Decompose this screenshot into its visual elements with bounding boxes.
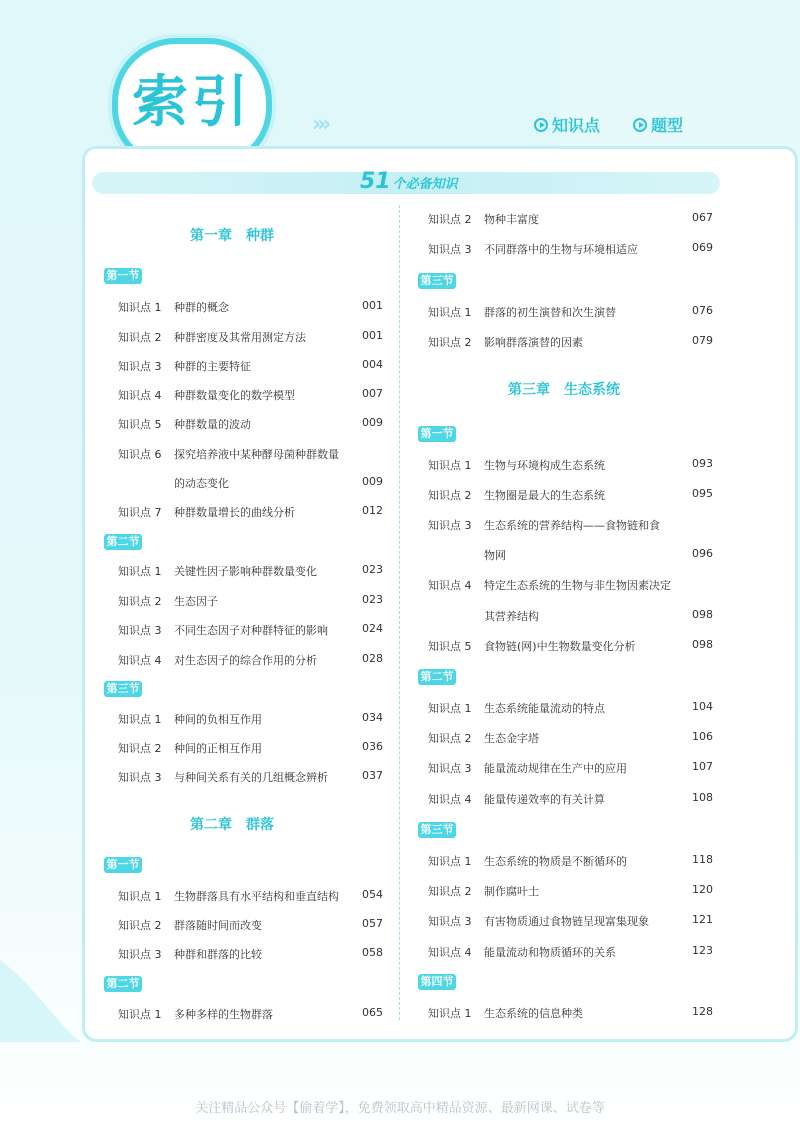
- page-number: 123: [692, 944, 713, 957]
- kp-title: 种群的主要特征: [174, 360, 251, 373]
- page-number: 107: [692, 760, 713, 773]
- kp-title: 种群和群落的比较: [174, 948, 262, 961]
- kp-title: 食物链(网)中生物数量变化分析: [484, 640, 636, 653]
- kp-title: 不同生态因子对种群特征的影响: [174, 624, 328, 637]
- kp-title: 特定生态系统的生物与非生物因素决定: [484, 579, 671, 592]
- kp-number: 知识点 1: [428, 855, 472, 868]
- kp-title: 种群的概念: [174, 301, 229, 314]
- page-number: 034: [362, 711, 383, 724]
- page-number: 120: [692, 883, 713, 896]
- kp-number: 知识点 4: [428, 793, 472, 806]
- page-number: 076: [692, 304, 713, 317]
- list-item[interactable]: [118, 446, 382, 466]
- page-number: 012: [362, 504, 383, 517]
- kp-title: 生物与环境构成生态系统: [484, 459, 605, 472]
- section-tag: 第一节: [104, 857, 142, 873]
- legend-knowledge-point: [534, 113, 600, 136]
- page-number: 004: [362, 358, 383, 371]
- kp-number: 知识点 1: [428, 459, 472, 472]
- list-item[interactable]: [428, 211, 714, 231]
- kp-number: 知识点 2: [118, 919, 162, 932]
- kp-number: 知识点 4: [118, 654, 162, 667]
- kp-number: 知识点 3: [428, 243, 472, 256]
- kp-title: 探究培养液中某种酵母菌种群数量: [174, 448, 339, 461]
- page-number: 001: [362, 299, 383, 312]
- list-item[interactable]: [118, 358, 382, 378]
- kp-title: 关键性因子影响种群数量变化: [174, 565, 317, 578]
- kp-number: 知识点 1: [118, 1008, 162, 1021]
- legend-label: 题型: [651, 116, 684, 135]
- list-item[interactable]: [118, 652, 382, 672]
- play-circle-icon: [633, 118, 647, 132]
- list-item[interactable]: [118, 1006, 382, 1026]
- kp-number: 知识点 2: [428, 732, 472, 745]
- kp-title: 不同群落中的生物与环境相适应: [484, 243, 638, 256]
- page-number: 106: [692, 730, 713, 743]
- list-item-continuation[interactable]: [118, 475, 382, 495]
- kp-title: 种群数量增长的曲线分析: [174, 506, 295, 519]
- page-number: 067: [692, 211, 713, 224]
- list-item[interactable]: [428, 1005, 714, 1025]
- page-number: 058: [362, 946, 383, 959]
- kp-title: 生态金字塔: [484, 732, 539, 745]
- kp-number: 知识点 1: [428, 1007, 472, 1020]
- kp-number: 知识点 2: [428, 336, 472, 349]
- list-item[interactable]: [118, 622, 382, 642]
- list-item[interactable]: [428, 913, 714, 933]
- list-item[interactable]: [428, 457, 714, 477]
- list-item[interactable]: [428, 241, 714, 261]
- kp-title: 种群数量的波动: [174, 418, 251, 431]
- section-tag: 第一节: [104, 268, 142, 284]
- page-number: 009: [362, 416, 383, 429]
- kp-number: 知识点 2: [428, 213, 472, 226]
- page-number: 121: [692, 913, 713, 926]
- kp-number: 知识点 3: [118, 948, 162, 961]
- kp-title: 与种间关系有关的几组概念辨析: [174, 771, 328, 784]
- play-circle-icon: [534, 118, 548, 132]
- kp-title: 能量传递效率的有关计算: [484, 793, 605, 806]
- kp-title: 种间的正相互作用: [174, 742, 262, 755]
- list-item[interactable]: [428, 577, 714, 597]
- chapter-title: 第一章 种群: [190, 228, 274, 244]
- kp-number: 知识点 4: [428, 579, 472, 592]
- kp-title: 影响群落演替的因素: [484, 336, 583, 349]
- kp-number: 知识点 1: [118, 890, 162, 903]
- kp-title: 种群数量变化的数学模型: [174, 389, 295, 402]
- page-number: 098: [692, 608, 713, 621]
- kp-title: 有害物质通过食物链呈现富集现象: [484, 915, 649, 928]
- page-number: 023: [362, 563, 383, 576]
- list-item[interactable]: [428, 883, 714, 903]
- section-tag: 第二节: [418, 669, 456, 685]
- list-item[interactable]: [118, 387, 382, 407]
- list-item[interactable]: [118, 740, 382, 760]
- kp-title: 生态因子: [174, 595, 218, 608]
- kp-title: 生态系统的营养结构——食物链和食: [484, 519, 660, 532]
- kp-title: 群落随时间而改变: [174, 919, 262, 932]
- kp-number: 知识点 5: [118, 418, 162, 431]
- list-item[interactable]: [428, 791, 714, 811]
- page-number: 057: [362, 917, 383, 930]
- chevron-right-icon: ›››: [312, 112, 328, 137]
- page-number: 065: [362, 1006, 383, 1019]
- kp-number: 知识点 3: [428, 519, 472, 532]
- page-number: 128: [692, 1005, 713, 1018]
- kp-title: 物网: [484, 549, 506, 562]
- kp-number: 知识点 6: [118, 448, 162, 461]
- list-item[interactable]: [118, 329, 382, 349]
- kp-title: 生物圈是最大的生态系统: [484, 489, 605, 502]
- banner-label: 个必备知识: [392, 177, 458, 192]
- list-item[interactable]: [428, 304, 714, 324]
- kp-title: 生态系统的信息种类: [484, 1007, 583, 1020]
- list-item[interactable]: [118, 299, 382, 319]
- page-number: 009: [362, 475, 383, 488]
- kp-number: 知识点 2: [118, 331, 162, 344]
- legend-label: 知识点: [552, 116, 601, 135]
- kp-title: 物种丰富度: [484, 213, 539, 226]
- page-number: 037: [362, 769, 383, 782]
- banner-number: 51: [360, 169, 391, 194]
- page-number: 024: [362, 622, 383, 635]
- kp-title: 种间的负相互作用: [174, 713, 262, 726]
- list-item[interactable]: [118, 416, 382, 436]
- chapter-title: 第三章 生态系统: [508, 382, 620, 398]
- list-item[interactable]: [428, 853, 714, 873]
- list-item[interactable]: [428, 760, 714, 780]
- kp-number: 知识点 1: [428, 702, 472, 715]
- list-item[interactable]: [428, 944, 714, 964]
- kp-number: 知识点 3: [428, 762, 472, 775]
- section-tag: 第四节: [418, 974, 456, 990]
- page-number: 118: [692, 853, 713, 866]
- kp-title: 的动态变化: [174, 477, 229, 490]
- kp-number: 知识点 3: [428, 915, 472, 928]
- page-number: 036: [362, 740, 383, 753]
- kp-title: 生态系统能量流动的特点: [484, 702, 605, 715]
- kp-number: 知识点 4: [118, 389, 162, 402]
- page-title: 索引: [132, 70, 252, 135]
- section-tag: 第三节: [418, 273, 456, 289]
- banner-text: [360, 169, 458, 194]
- kp-number: 知识点 7: [118, 506, 162, 519]
- page-number: 054: [362, 888, 383, 901]
- kp-title: 对生态因子的综合作用的分析: [174, 654, 317, 667]
- page-number: 093: [692, 457, 713, 470]
- page-number: 007: [362, 387, 383, 400]
- section-tag: 第一节: [418, 426, 456, 442]
- footer-watermark: 关注精品公众号【偷着学】，免费领取高中精品资源、最新网课、试卷等: [195, 1101, 605, 1116]
- list-item[interactable]: [118, 769, 382, 789]
- kp-title: 多种多样的生物群落: [174, 1008, 273, 1021]
- section-tag: 第二节: [104, 976, 142, 992]
- section-tag: 第二节: [104, 534, 142, 550]
- list-item[interactable]: [118, 917, 382, 937]
- list-item[interactable]: [118, 888, 382, 908]
- kp-number: 知识点 3: [118, 360, 162, 373]
- kp-number: 知识点 1: [428, 306, 472, 319]
- kp-title: 种群密度及其常用测定方法: [174, 331, 306, 344]
- kp-title: 能量流动规律在生产中的应用: [484, 762, 627, 775]
- kp-number: 知识点 1: [118, 713, 162, 726]
- list-item-continuation[interactable]: [428, 547, 714, 567]
- page-number: 023: [362, 593, 383, 606]
- list-item[interactable]: [428, 487, 714, 507]
- kp-title: 能量流动和物质循环的关系: [484, 946, 616, 959]
- list-item[interactable]: [428, 700, 714, 720]
- page-number: 108: [692, 791, 713, 804]
- kp-title: 生态系统的物质是不断循环的: [484, 855, 627, 868]
- kp-number: 知识点 4: [428, 946, 472, 959]
- kp-number: 知识点 1: [118, 301, 162, 314]
- kp-title: 其营养结构: [484, 610, 539, 623]
- page-number: 028: [362, 652, 383, 665]
- list-item[interactable]: [118, 946, 382, 966]
- kp-number: 知识点 5: [428, 640, 472, 653]
- list-item[interactable]: [428, 334, 714, 354]
- list-item[interactable]: [118, 711, 382, 731]
- chapter-title: 第二章 群落: [190, 817, 274, 833]
- page-number: 001: [362, 329, 383, 342]
- kp-number: 知识点 1: [118, 565, 162, 578]
- section-tag: 第三节: [104, 681, 142, 697]
- column-divider: [399, 205, 400, 1020]
- page-number: 095: [692, 487, 713, 500]
- kp-number: 知识点 2: [118, 595, 162, 608]
- list-item[interactable]: [428, 638, 714, 658]
- kp-title: 生物群落具有水平结构和垂直结构: [174, 890, 339, 903]
- kp-number: 知识点 2: [428, 885, 472, 898]
- page-number: 096: [692, 547, 713, 560]
- list-item-continuation[interactable]: [428, 608, 714, 628]
- list-item[interactable]: [118, 563, 382, 583]
- kp-number: 知识点 3: [118, 771, 162, 784]
- list-item[interactable]: [118, 504, 382, 524]
- list-item[interactable]: [428, 730, 714, 750]
- kp-number: 知识点 2: [118, 742, 162, 755]
- page-number: 069: [692, 241, 713, 254]
- page-number: 098: [692, 638, 713, 651]
- kp-number: 知识点 2: [428, 489, 472, 502]
- list-item[interactable]: [428, 517, 714, 537]
- kp-title: 制作腐叶土: [484, 885, 539, 898]
- page-number: 079: [692, 334, 713, 347]
- legend-question-type: [633, 113, 683, 136]
- kp-number: 知识点 3: [118, 624, 162, 637]
- page-number: 104: [692, 700, 713, 713]
- section-tag: 第三节: [418, 822, 456, 838]
- list-item[interactable]: [118, 593, 382, 613]
- kp-title: 群落的初生演替和次生演替: [484, 306, 616, 319]
